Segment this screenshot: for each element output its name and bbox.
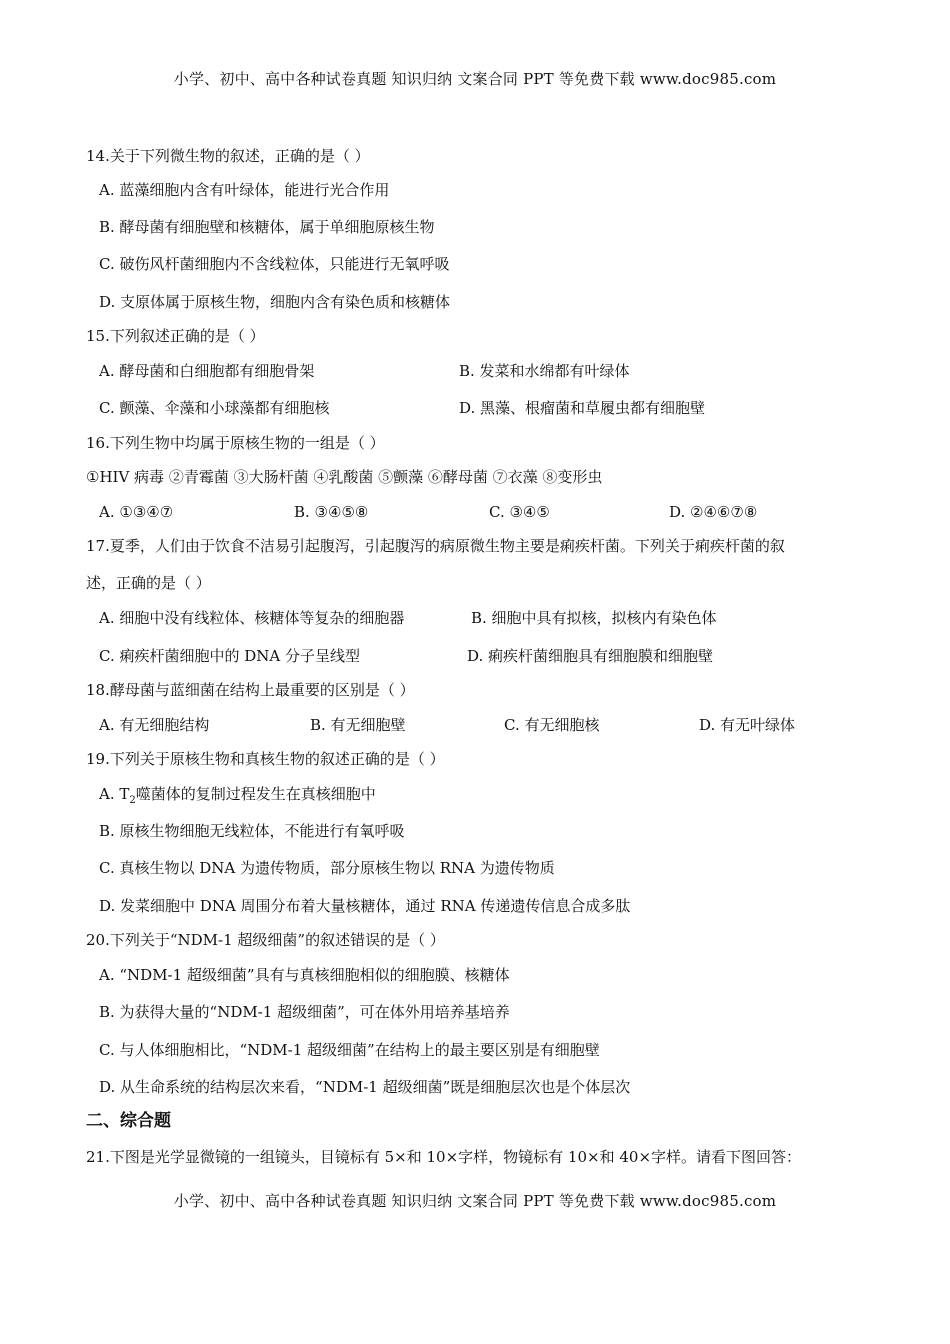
q19-option-a-text: 噬菌体的复制过程发生在真核细胞中 — [135, 785, 376, 803]
q16-organism-list: ①HIV 病毒 ②青霉菌 ③大肠杆菌 ④乳酸菌 ⑤颤藻 ⑥酵母菌 ⑦衣藻 ⑧变形虫 — [86, 468, 603, 486]
q15-option-b: B. 发菜和水绵都有叶绿体 — [459, 362, 630, 380]
q20-option-d: D. 从生命系统的结构层次来看，“NDM-1 超级细菌”既是细胞层次也是个体层次 — [99, 1078, 631, 1096]
q18-option-d: D. 有无叶绿体 — [699, 716, 796, 734]
q19-stem: 19.下列关于原核生物和真核生物的叙述正确的是（ ） — [86, 750, 445, 768]
q16-option-c: C. ③④⑤ — [489, 503, 550, 521]
q15-stem: 15.下列叙述正确的是（ ） — [86, 327, 265, 345]
q18-option-b: B. 有无细胞壁 — [310, 716, 406, 734]
page-footer: 小学、初中、高中各种试卷真题 知识归纳 文案合同 PPT 等免费下载 www.doc985.com — [173, 1192, 777, 1210]
q14-option-c: C. 破伤风杆菌细胞内不含线粒体，只能进行无氧呼吸 — [99, 255, 450, 273]
q19-option-c: C. 真核生物以 DNA 为遗传物质，部分原核生物以 RNA 为遗传物质 — [99, 859, 555, 877]
q19-option-b: B. 原核生物细胞无线粒体，不能进行有氧呼吸 — [99, 822, 405, 840]
q21-stem: 21.下图是光学显微镜的一组镜头，目镜标有 5×和 10×字样，物镜标有 10×和 40×字样。请看下图回答： — [86, 1148, 802, 1166]
q15-option-a: A. 酵母菌和白细胞都有细胞骨架 — [99, 362, 315, 380]
q17-option-b: B. 细胞中具有拟核，拟核内有染色体 — [471, 609, 717, 627]
q19-option-a-prefix: A. T — [99, 785, 130, 803]
q14-stem: 14.关于下列微生物的叙述，正确的是（ ） — [86, 147, 370, 165]
q15-option-c: C. 颤藻、伞藻和小球藻都有细胞核 — [99, 399, 330, 417]
q16-option-a: A. ①③④⑦ — [99, 503, 174, 521]
q17-option-a: A. 细胞中没有线粒体、核糖体等复杂的细胞器 — [99, 609, 405, 627]
q14-option-b: B. 酵母菌有细胞壁和核糖体，属于单细胞原核生物 — [99, 218, 435, 236]
q18-stem: 18.酵母菌与蓝细菌在结构上最重要的区别是（ ） — [86, 681, 415, 699]
q18-option-a: A. 有无细胞结构 — [99, 716, 210, 734]
q19-option-d: D. 发菜细胞中 DNA 周围分布着大量核糖体，通过 RNA 传递遗传信息合成多肽 — [99, 897, 631, 915]
q19-option-a — [86, 784, 376, 811]
q20-option-c: C. 与人体细胞相比，“NDM-1 超级细菌”在结构上的最主要区别是有细胞壁 — [99, 1041, 600, 1059]
page-header: 小学、初中、高中各种试卷真题 知识归纳 文案合同 PPT 等免费下载 www.doc985.com — [173, 70, 777, 88]
section-heading: 二、综合题 — [86, 1111, 171, 1131]
q14-option-a: A. 蓝藻细胞内含有叶绿体，能进行光合作用 — [99, 181, 390, 199]
q20-option-b: B. 为获得大量的“NDM-1 超级细菌”，可在体外用培养基培养 — [99, 1003, 510, 1021]
q20-stem: 20.下列关于“NDM-1 超级细菌”的叙述错误的是（ ） — [86, 931, 445, 949]
q17-stem-line2: 述，正确的是（ ） — [86, 574, 211, 592]
q16-option-d: D. ②④⑥⑦⑧ — [669, 503, 758, 521]
q19-option-a-subscript: 2 — [129, 795, 136, 806]
q14-option-d: D. 支原体属于原核生物，细胞内含有染色质和核糖体 — [99, 293, 451, 311]
q20-option-a: A. “NDM-1 超级细菌”具有与真核细胞相似的细胞膜、核糖体 — [99, 966, 510, 984]
q16-stem: 16.下列生物中均属于原核生物的一组是（ ） — [86, 434, 385, 452]
q18-option-c: C. 有无细胞核 — [504, 716, 600, 734]
q16-option-b: B. ③④⑤⑧ — [294, 503, 369, 521]
q17-option-c: C. 痢疾杆菌细胞中的 DNA 分子呈线型 — [99, 647, 360, 665]
q17-option-d: D. 痢疾杆菌细胞具有细胞膜和细胞壁 — [467, 647, 714, 665]
q17-stem-line1: 17.夏季，人们由于饮食不洁易引起腹泻，引起腹泻的病原微生物主要是痢疾杆菌。下列关于痢疾杆菌的叙 — [86, 537, 785, 555]
q15-option-d: D. 黑藻、根瘤菌和草履虫都有细胞壁 — [459, 399, 706, 417]
